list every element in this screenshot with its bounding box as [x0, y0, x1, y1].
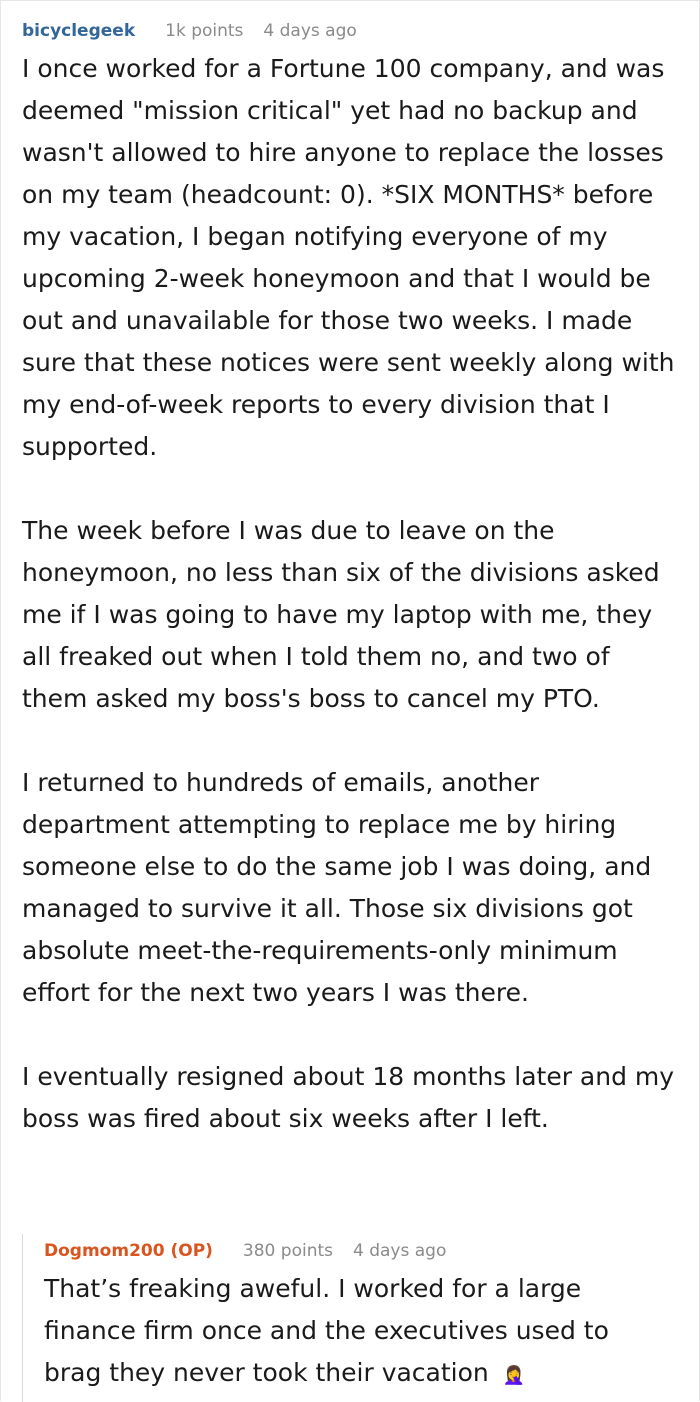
reply-body [44, 1268, 674, 1397]
reply-text: That’s freaking aweful. I worked for a large finance firm once and the executives used to brag they never took their vacation [44, 1274, 609, 1387]
reply-age: 4 days ago [353, 1241, 447, 1261]
comment-age: 4 days ago [263, 21, 357, 41]
comment-paragraph: The week before I was due to leave on the honeymoon, no less than six of the divisions asked me if I was going to have my laptop with me, they all freaked out when I told them no, and two of them asked my boss's boss to cancel my PTO. [22, 516, 660, 713]
comment-points: 1k points [165, 21, 244, 41]
woman-facepalming-icon: 🤦‍♀️ [502, 1365, 524, 1386]
comment-username[interactable]: bicyclegeek [22, 21, 136, 41]
comment-paragraph: I once worked for a Fortune 100 company, and was deemed "mission critical" yet had no backup and wasn't allowed to hire anyone to replace the losses on my team (headcount: 0). *SIX MONTHS* before my vacation, I began notifying everyone of my upcoming 2-week honeymoon and that I would be out and unavailable for those two weeks. I made sure that these notices were sent weekly along with my end-of-week reports to every division that I supported. [22, 54, 675, 461]
reply-points: 380 points [242, 1241, 333, 1261]
comment-header [22, 20, 357, 42]
comment-paragraph: I eventually resigned about 18 months later and my boss was fired about six weeks after I left. [22, 1062, 675, 1133]
comment-paragraph: I returned to hundreds of emails, another department attempting to replace me by hiring someone else to do the same job I was doing, and managed to survive it all. Those six divisions got absolute meet-the-requirements-only minimum effort for the next two years I was there. [22, 768, 652, 1007]
reply-comment [22, 1234, 700, 1402]
reply-header [44, 1240, 446, 1262]
comment-body [22, 48, 682, 1140]
reply-username[interactable]: Dogmom200 (OP) [44, 1241, 213, 1261]
